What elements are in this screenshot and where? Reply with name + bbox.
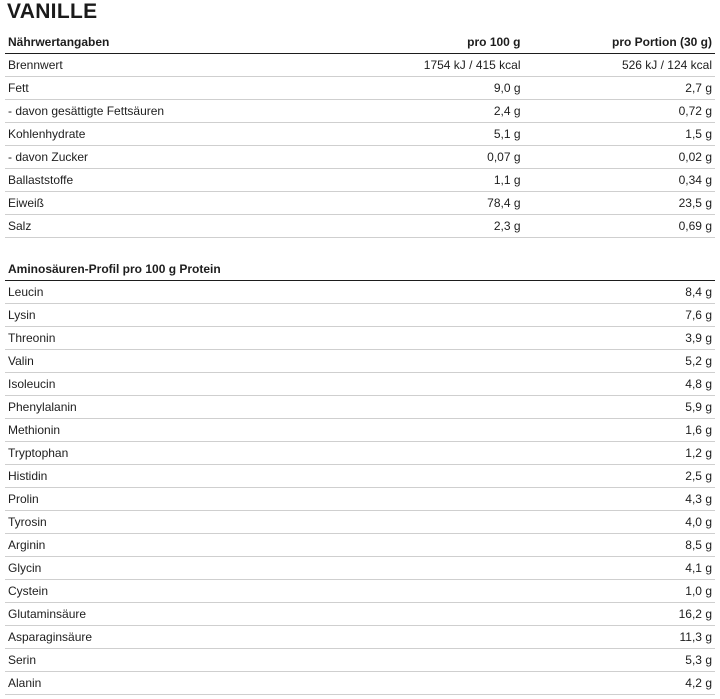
table-row xyxy=(5,649,715,672)
table-row xyxy=(5,626,715,649)
amino-label: Histidin xyxy=(5,465,499,488)
amino-label: Leucin xyxy=(5,281,499,304)
nutrition-header-row xyxy=(5,31,715,54)
amino-label: Glycin xyxy=(5,557,499,580)
table-row xyxy=(5,350,715,373)
amino-value: 5,2 g xyxy=(499,350,715,373)
nutrition-header-per100: pro 100 g xyxy=(323,31,524,54)
table-row xyxy=(5,488,715,511)
nutrient-per100: 2,3 g xyxy=(323,215,524,238)
amino-label: Tyrosin xyxy=(5,511,499,534)
nutrient-label: Kohlenhydrate xyxy=(5,123,323,146)
table-row xyxy=(5,396,715,419)
amino-value: 11,3 g xyxy=(499,626,715,649)
nutrition-header-portion: pro Portion (30 g) xyxy=(524,31,715,54)
table-row xyxy=(5,281,715,304)
amino-label: Threonin xyxy=(5,327,499,350)
amino-value: 4,0 g xyxy=(499,511,715,534)
table-row xyxy=(5,304,715,327)
table-row xyxy=(5,442,715,465)
nutrient-portion: 0,34 g xyxy=(524,169,715,192)
amino-value: 4,1 g xyxy=(499,557,715,580)
amino-label: Lysin xyxy=(5,304,499,327)
nutrient-per100: 2,4 g xyxy=(323,100,524,123)
amino-value: 7,6 g xyxy=(499,304,715,327)
table-row xyxy=(5,419,715,442)
nutrient-label: Ballaststoffe xyxy=(5,169,323,192)
nutrient-portion: 0,72 g xyxy=(524,100,715,123)
nutrition-table xyxy=(5,31,715,238)
amino-label: Cystein xyxy=(5,580,499,603)
page-title: VANILLE xyxy=(7,0,98,23)
amino-value: 8,5 g xyxy=(499,534,715,557)
nutrient-portion: 23,5 g xyxy=(524,192,715,215)
nutrient-per100: 0,07 g xyxy=(323,146,524,169)
nutrient-label: Brennwert xyxy=(5,54,323,77)
table-row xyxy=(5,580,715,603)
nutrient-per100: 1,1 g xyxy=(323,169,524,192)
nutrient-portion: 0,02 g xyxy=(524,146,715,169)
amino-header-row xyxy=(5,258,715,281)
amino-value: 4,3 g xyxy=(499,488,715,511)
nutrient-portion: 526 kJ / 124 kcal xyxy=(524,54,715,77)
table-row xyxy=(5,215,715,238)
amino-value: 8,4 g xyxy=(499,281,715,304)
nutrient-label: Fett xyxy=(5,77,323,100)
amino-label: Serin xyxy=(5,649,499,672)
amino-label: Valin xyxy=(5,350,499,373)
amino-label: Isoleucin xyxy=(5,373,499,396)
nutrition-header-label: Nährwertangaben xyxy=(5,31,323,54)
nutrient-label: Eiweiß xyxy=(5,192,323,215)
amino-label: Prolin xyxy=(5,488,499,511)
amino-label: Alanin xyxy=(5,672,499,695)
nutrient-per100: 78,4 g xyxy=(323,192,524,215)
table-row xyxy=(5,327,715,350)
amino-label: Tryptophan xyxy=(5,442,499,465)
nutrient-portion: 1,5 g xyxy=(524,123,715,146)
table-row xyxy=(5,672,715,695)
nutrient-portion: 2,7 g xyxy=(524,77,715,100)
table-row xyxy=(5,465,715,488)
amino-value: 1,0 g xyxy=(499,580,715,603)
table-row xyxy=(5,169,715,192)
table-row xyxy=(5,534,715,557)
table-row xyxy=(5,511,715,534)
table-row xyxy=(5,123,715,146)
amino-value: 16,2 g xyxy=(499,603,715,626)
nutrient-per100: 5,1 g xyxy=(323,123,524,146)
amino-label: Methionin xyxy=(5,419,499,442)
table-row xyxy=(5,146,715,169)
amino-value: 3,9 g xyxy=(499,327,715,350)
amino-value: 2,5 g xyxy=(499,465,715,488)
amino-label: Phenylalanin xyxy=(5,396,499,419)
nutrient-per100: 1754 kJ / 415 kcal xyxy=(323,54,524,77)
amino-value: 5,9 g xyxy=(499,396,715,419)
table-row xyxy=(5,557,715,580)
nutrient-label: - davon gesättigte Fettsäuren xyxy=(5,100,323,123)
amino-label: Arginin xyxy=(5,534,499,557)
amino-value: 4,8 g xyxy=(499,373,715,396)
amino-value: 1,6 g xyxy=(499,419,715,442)
amino-value: 4,2 g xyxy=(499,672,715,695)
amino-header: Aminosäuren-Profil pro 100 g Protein xyxy=(5,258,715,281)
nutrient-label: Salz xyxy=(5,215,323,238)
amino-table xyxy=(5,258,715,695)
table-row xyxy=(5,192,715,215)
nutrient-label: - davon Zucker xyxy=(5,146,323,169)
amino-value: 1,2 g xyxy=(499,442,715,465)
nutrient-per100: 9,0 g xyxy=(323,77,524,100)
table-row xyxy=(5,100,715,123)
nutrient-portion: 0,69 g xyxy=(524,215,715,238)
table-row xyxy=(5,77,715,100)
amino-label: Glutaminsäure xyxy=(5,603,499,626)
table-row xyxy=(5,603,715,626)
amino-label: Asparaginsäure xyxy=(5,626,499,649)
table-row xyxy=(5,373,715,396)
table-row xyxy=(5,54,715,77)
amino-value: 5,3 g xyxy=(499,649,715,672)
